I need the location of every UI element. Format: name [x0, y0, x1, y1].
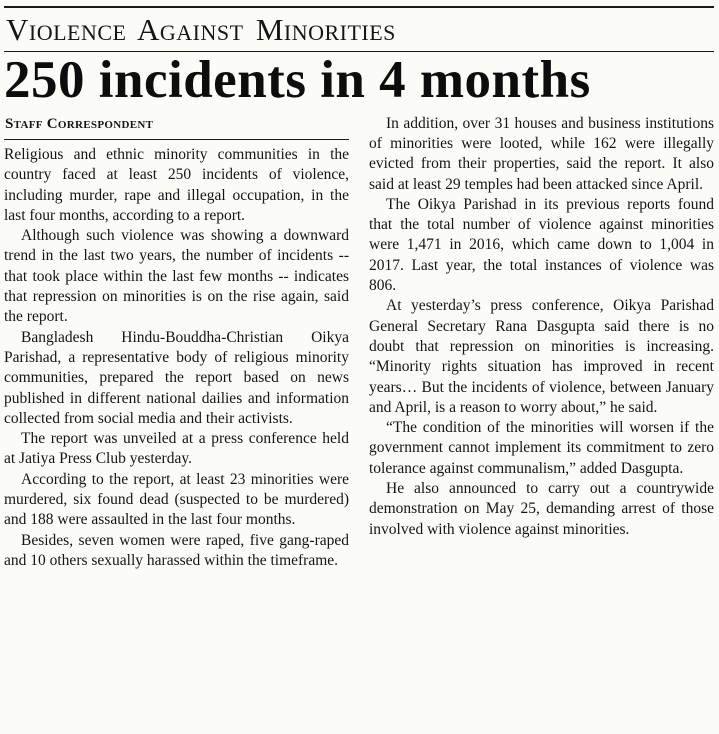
article-paragraph: At yesterday’s press conference, Oikya Parishad General Secretary Rana Dasgupta said there is no doubt that repression on minorities is increasing. “Minority rights situation has improved in recent years… But the incidents of violence, between January and April, is a reason to worry about,” he said.	[369, 297, 714, 416]
right-column	[369, 114, 714, 572]
article-paragraph: He also announced to carry out a countrywide demonstration on May 25, demanding arrest of those involved with violence against minorities.	[369, 480, 714, 538]
article-paragraph: Religious and ethnic minority communities in the country faced at least 250 incidents of violence, including murder, rape and illegal occupation, in the last four months, according to a report.	[4, 145, 349, 224]
article-paragraph: The report was unveiled at a press conference held at Jatiya Press Club yesterday.	[4, 430, 349, 468]
article-paragraph: Besides, seven women were raped, five gang-raped and 10 others sexually harassed within the timeframe.	[4, 531, 349, 569]
byline-rule-divider	[4, 139, 349, 140]
article-paragraph: Bangladesh Hindu-Bouddha-Christian Oikya Parishad, a representative body of religious minority communities, prepared the report based on news published in different national dailies and information collected from social media and their activists.	[4, 328, 349, 427]
article-paragraph: According to the report, at least 23 minorities were murdered, six found dead (suspected to be murdered) and 188 were assaulted in the last four months.	[4, 470, 349, 529]
article-headline: 250 incidents in 4 months	[4, 50, 591, 109]
article-paragraph: “The condition of the minorities will worsen if the government cannot implement its commitment to zero tolerance against communalism,” added Dasgupta.	[369, 419, 714, 477]
byline: Staff Correspondent	[5, 115, 154, 132]
left-column	[4, 114, 349, 572]
section-kicker: Violence Against Minorities	[6, 12, 396, 47]
left-column-paragraphs	[4, 145, 349, 571]
right-column-paragraphs	[369, 114, 714, 540]
article-paragraph: The Oikya Parishad in its previous reports found that the total number of violence against minorities were 1,471 in 2016, which came down to 1,004 in 2017. Last year, the total instances of violence was 806.	[369, 195, 714, 295]
article-paragraph: In addition, over 31 houses and business institutions of minorities were looted, while 162 were illegally evicted from their properties, said the report. It also said at least 29 temples had been attacked since April.	[369, 114, 714, 193]
article-body	[4, 114, 714, 572]
article-paragraph: Although such violence was showing a downward trend in the last two years, the number of incidents -- that took place within the last few months -- indicates that repression on minorities is on the rise again, said the report.	[4, 227, 349, 326]
